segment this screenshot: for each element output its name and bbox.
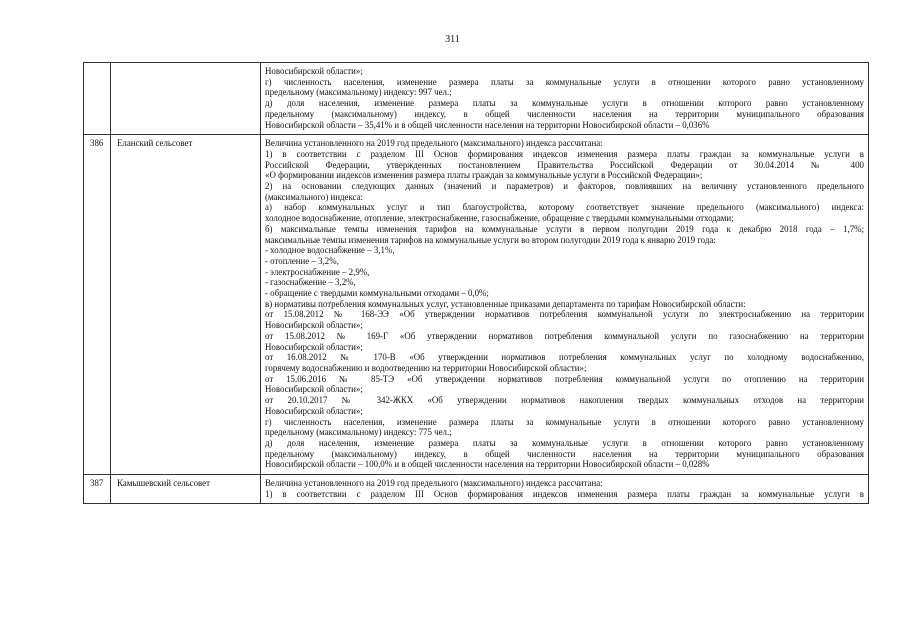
text-line: Новосибирской области – 100,0% и в общей численности населения на территории Новосибирской области – 0,028% xyxy=(265,459,710,470)
text-line: г) численность населения, изменение размера платы за коммунальные услуги в отношении которого равно установленному xyxy=(265,416,864,427)
text-line: от 15.06.2016 № 85-ТЭ «Об утверждении нормативов потребления коммунальной услуги по отоплению на территории xyxy=(265,373,864,384)
text-line: д) доля населения, изменение размера платы за коммунальные услуги в отношении которого равно установленному xyxy=(265,98,864,109)
text-line: - обращение с твердыми коммунальными отходами – 0,0%; xyxy=(265,288,489,299)
text-line: - холодное водоснабжение – 3,1%, xyxy=(265,245,395,256)
text-line: «О формировании индексов изменения размера платы граждан за коммунальные услуги в Российской Федерации»; xyxy=(265,170,703,181)
text-line: 1) в соответствии с разделом III Основ формирования индексов изменения размера платы граждан за коммунальные услуги в xyxy=(265,148,864,159)
row-number-cell: 387 xyxy=(84,475,111,504)
row-number-cell: 386 xyxy=(84,135,111,475)
description-cell xyxy=(261,63,869,135)
text-line: максимальные темпы изменения тарифов на коммунальные услуги во втором полугодии 2019 года к январю 2019 года: xyxy=(265,234,716,245)
text-line: предельному (максимальному) индексу, в общей численности населения на территории муниципального образования xyxy=(265,448,864,459)
text-line: Новосибирской области»; xyxy=(265,320,363,331)
municipality-name-cell: Еланский сельсовет xyxy=(111,135,261,475)
municipality-name-cell xyxy=(111,63,261,135)
text-line: Величина установленного на 2019 год предельного (максимального) индекса рассчитана: xyxy=(265,478,603,489)
text-line: Новосибирской области»; xyxy=(265,66,363,76)
row-number-cell xyxy=(84,63,111,135)
text-line: от 20.10.2017 № 342-ЖКХ «Об утверждении нормативов накопления твердых коммунальных отходов на территории xyxy=(265,395,864,406)
text-line: 1) в соответствии с разделом III Основ формирования индексов изменения размера платы граждан за коммунальные услуги в xyxy=(265,488,864,499)
text-line: (максимального) индекса: xyxy=(265,191,363,202)
text-line: предельному (максимальному) индексу: 997 чел.; xyxy=(265,87,452,98)
text-line: Величина установленного на 2019 год предельного (максимального) индекса рассчитана: xyxy=(265,138,603,149)
description-cell xyxy=(261,135,869,475)
text-line: в) нормативы потребления коммунальных услуг, установленные приказами департамента по тарифам Новосибирской области: xyxy=(265,298,746,309)
text-line: предельному (максимальному) индексу: 775 чел.; xyxy=(265,427,452,438)
text-line: Новосибирской области»; xyxy=(265,341,363,352)
text-line: от 15.08.2012 № 169-Г «Об утверждении нормативов потребления коммунальной услуги по газоснабжению на территории xyxy=(265,330,864,341)
table-row xyxy=(84,63,869,135)
text-line: Новосибирской области – 35,41% и в общей численности населения на территории Новосибирской области – 0,036% xyxy=(265,119,710,130)
text-line: Новосибирской области»; xyxy=(265,384,363,395)
text-line: предельному (максимальному) индексу, в общей численности населения на территории муниципального образования xyxy=(265,108,864,119)
text-line: от 15.08.2012 № 168-ЭЭ «Об утверждении нормативов потребления коммунальной услуги по электроснабжению на территории xyxy=(265,309,864,320)
text-line: - электроснабжение – 2,9%, xyxy=(265,266,370,277)
text-line: б) максимальные темпы изменения тарифов на коммунальные услуги в первом полугодии 2019 года к декабрю 2018 года – 1,7%; xyxy=(265,223,864,234)
text-line: - газоснабжение – 3,2%, xyxy=(265,277,356,288)
table-row xyxy=(84,135,869,475)
text-line: д) доля населения, изменение размера платы за коммунальные услуги в отношении которого равно установленному xyxy=(265,437,864,448)
text-line: от 16.08.2012 № 170-В «Об утверждении нормативов потребления коммунальных услуг по холодному водоснабжению, xyxy=(265,352,864,363)
text-line: холодное водоснабжение, отопление, электроснабжение, газоснабжение, обращение с твердыми коммунальными отходами; xyxy=(265,213,734,224)
text-line: а) набор коммунальных услуг и тип благоустройства, которому соответствует значение предельного (максимального) индекса: xyxy=(265,202,864,213)
document-table xyxy=(83,62,869,504)
page-number: 311 xyxy=(445,34,460,45)
description-cell xyxy=(261,475,869,504)
text-line: г) численность населения, изменение размера платы за коммунальные услуги в отношении которого равно установленному xyxy=(265,76,864,87)
table-row xyxy=(84,475,869,504)
text-line: Российской Федерации, утвержденных постановлением Правительства Российской Федерации от 30.04.2014 № 400 xyxy=(265,159,864,170)
text-line: - отопление – 3,2%, xyxy=(265,255,339,266)
text-line: горячему водоснабжению и водоотведению на территории Новосибирской области»; xyxy=(265,362,587,373)
municipality-name-cell: Камышевский сельсовет xyxy=(111,475,261,504)
text-line: 2) на основании следующих данных (значений и параметров) и факторов, повлиявших на величину установленного предельного xyxy=(265,181,864,192)
text-line: Новосибирской области»; xyxy=(265,405,363,416)
